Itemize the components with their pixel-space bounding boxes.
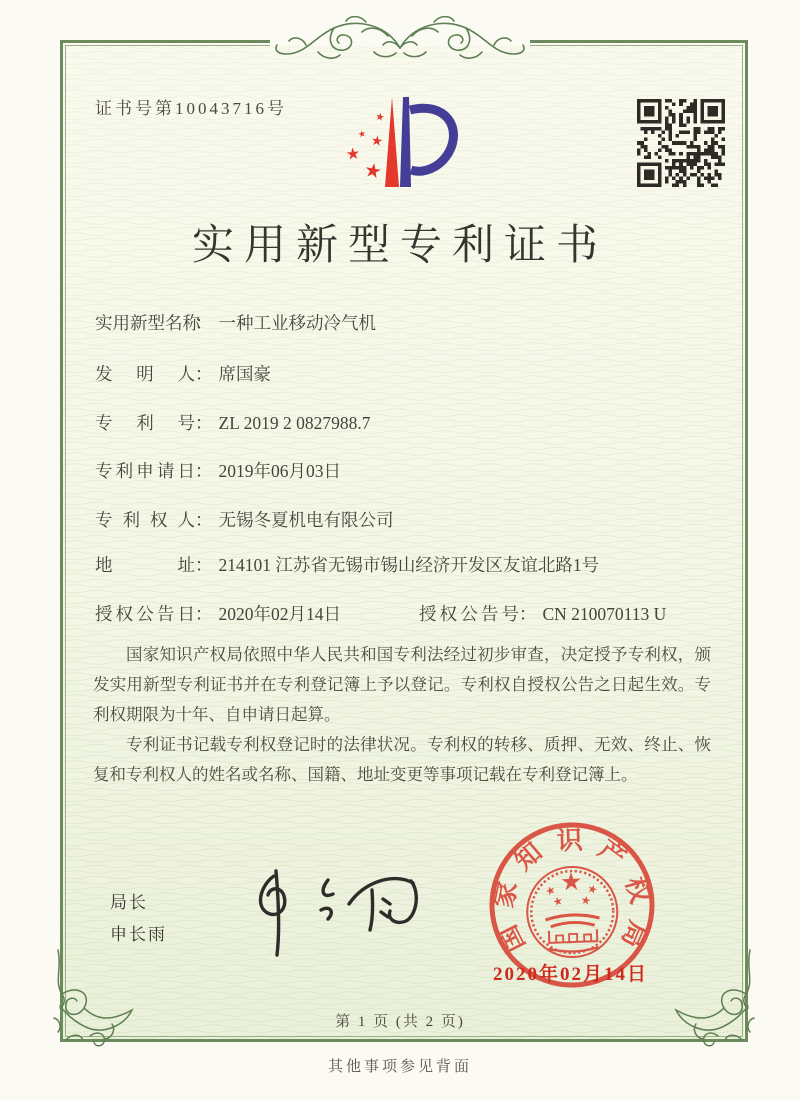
field-row-grant-date: 授权公告日： 2020年02月14日 授权公告号： CN 210070113 U bbox=[95, 601, 666, 626]
field-value: 2020年02月14日 bbox=[218, 604, 341, 624]
field-label: 授权公告日 bbox=[95, 604, 195, 624]
legal-notice bbox=[93, 640, 711, 790]
field-row-filing-date: 专利申请日： 2019年06月03日 bbox=[95, 458, 341, 483]
field-row-patent-number: 专利号： ZL 2019 2 0827988.7 bbox=[95, 410, 370, 435]
certificate-number: 证书号第10043716号 bbox=[95, 99, 287, 118]
field-row-inventor: 发明人： 席国豪 bbox=[95, 361, 271, 386]
field-value: ZL 2019 2 0827988.7 bbox=[218, 413, 371, 433]
field-label: 专利申请日 bbox=[95, 461, 195, 481]
page-number: 第 1 页 (共 2 页) bbox=[335, 1014, 465, 1030]
grant-publication-no-label: 授权公告号 bbox=[419, 604, 519, 624]
field-row-address: 地址： 214101 江苏省无锡市锡山经济开发区友谊北路1号 bbox=[95, 552, 599, 577]
field-row-patentee: 专利权人： 无锡冬夏机电有限公司 bbox=[95, 507, 394, 532]
certificate-title: 实用新型专利证书 bbox=[191, 223, 608, 269]
body-paragraph: 国家知识产权局依照中华人民共和国专利法经过初步审查，决定授予专利权，颁发实用新型专利证书并在专利登记簿上予以登记。专利权自授权公告之日起生效。专利权期限为十年、自申请日起算。 bbox=[93, 645, 711, 725]
director-title: 局长 bbox=[110, 893, 148, 912]
svg-text:国: 国 bbox=[493, 920, 531, 957]
field-value: 214101 江苏省无锡市锡山经济开发区友谊北路1号 bbox=[218, 555, 600, 575]
svg-text:产: 产 bbox=[593, 834, 632, 874]
grant-publication-no-value: CN 210070113 U bbox=[542, 604, 667, 624]
field-label: 地址 bbox=[95, 555, 195, 575]
director-name: 申长雨 bbox=[110, 925, 167, 944]
field-row-utility-model-name: 实用新型名称： 一种工业移动冷气机 bbox=[95, 310, 376, 335]
field-value: 一种工业移动冷气机 bbox=[218, 313, 376, 333]
field-value: 席国豪 bbox=[218, 364, 271, 384]
field-label: 专利号 bbox=[95, 413, 195, 433]
svg-text:识: 识 bbox=[556, 825, 584, 856]
field-label: 实用新型名称 bbox=[95, 313, 200, 333]
body-paragraph: 专利证书记载专利权登记时的法律状况。专利权的转移、质押、无效、终止、恢复和专利权人的姓名或名称、国籍、地址变更等事项记载在专利登记簿上。 bbox=[93, 735, 711, 785]
field-label: 专利权人 bbox=[95, 510, 195, 530]
svg-text:知: 知 bbox=[509, 837, 548, 877]
field-value: 无锡冬夏机电有限公司 bbox=[218, 510, 394, 530]
national-emblem bbox=[526, 865, 619, 958]
footer-note: 其他事项参见背面 bbox=[327, 1059, 472, 1075]
qr-code bbox=[637, 99, 725, 187]
svg-text:权: 权 bbox=[619, 873, 655, 907]
field-label: 发明人 bbox=[95, 364, 195, 384]
svg-text:局: 局 bbox=[615, 916, 653, 953]
director-signature bbox=[222, 862, 422, 962]
field-value: 2019年06月03日 bbox=[218, 461, 341, 481]
cnipa-logo bbox=[330, 84, 480, 194]
svg-text:家: 家 bbox=[489, 879, 523, 911]
seal-ring-text bbox=[487, 823, 657, 957]
seal-date: 2020年02月14日 bbox=[492, 964, 648, 985]
